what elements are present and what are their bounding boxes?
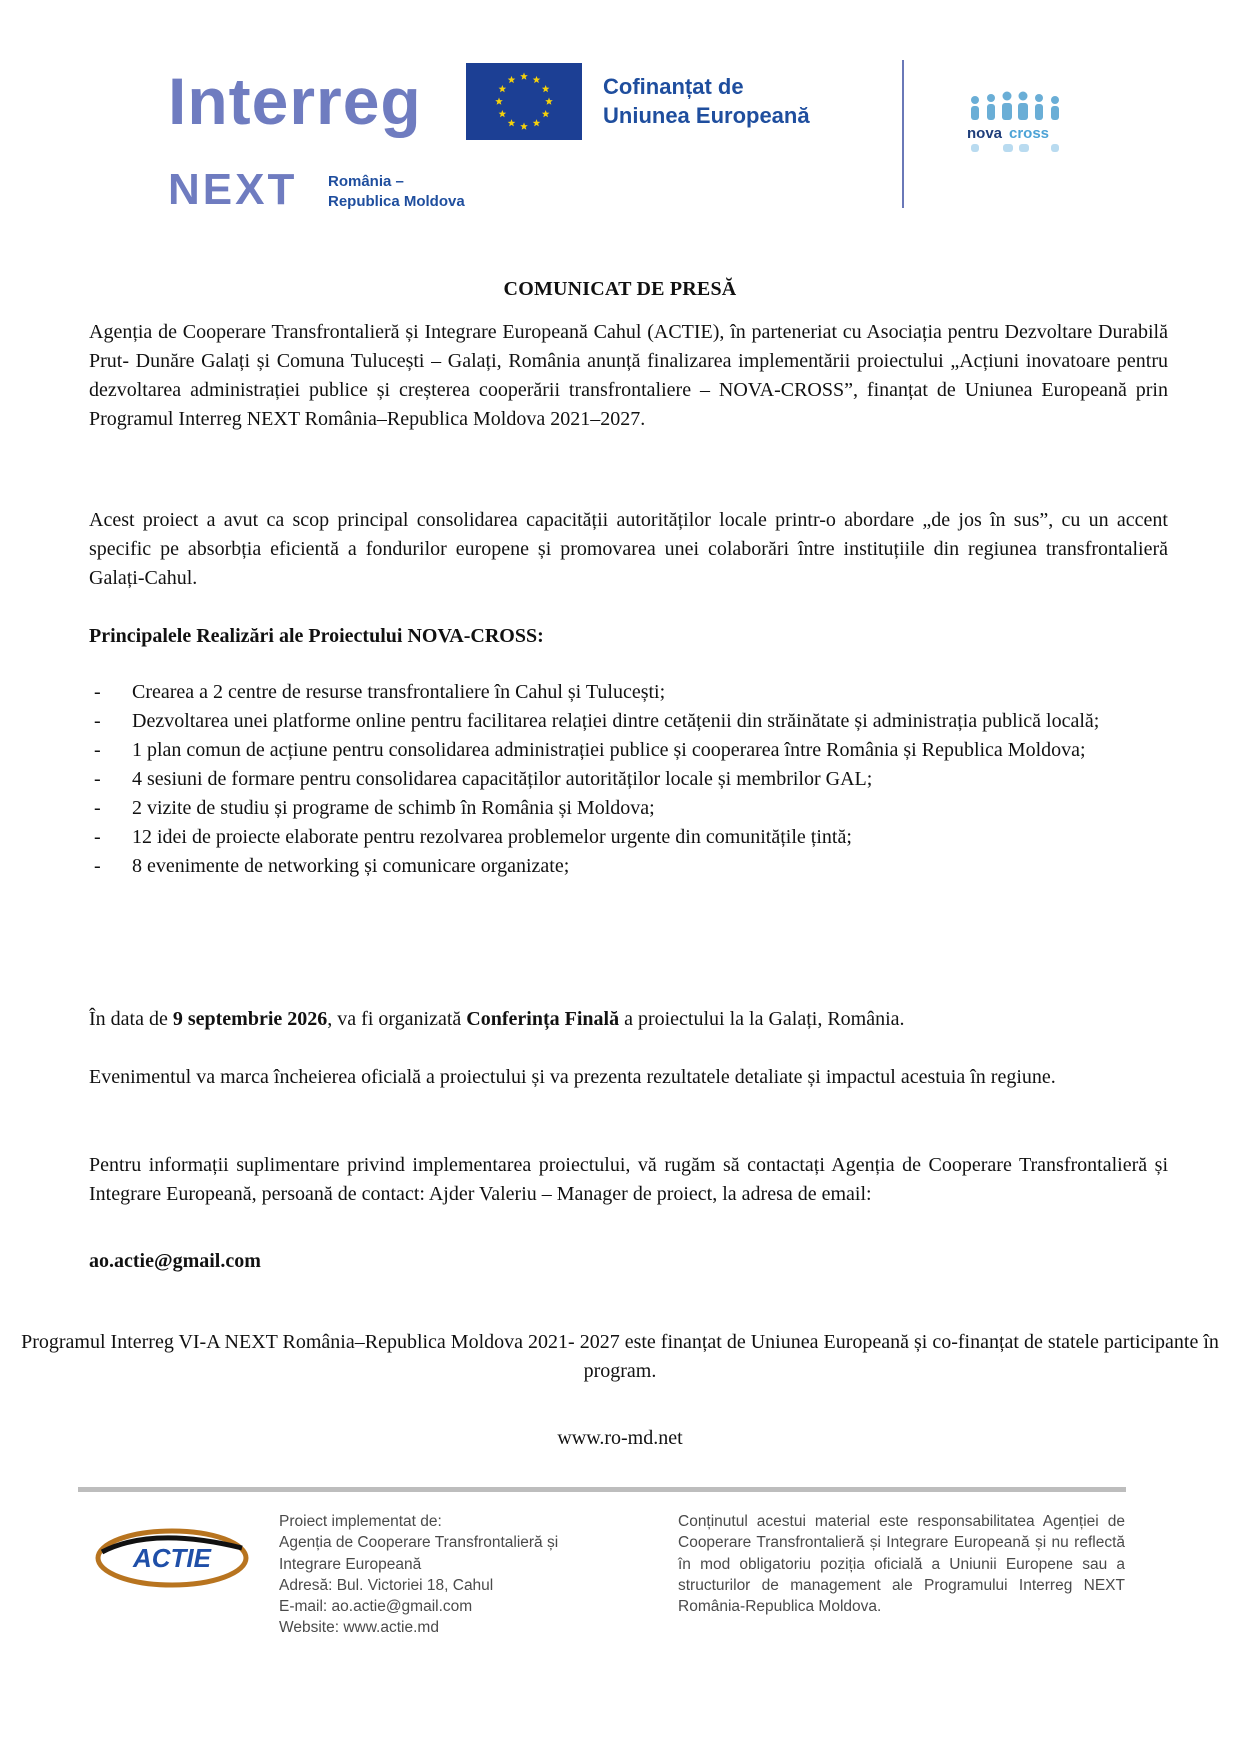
nova-cross-logo [965,88,1065,168]
next-logo-text: NEXT [168,165,298,214]
contact-email-link[interactable]: ao.actie@gmail.com [89,1250,261,1272]
list-marker: - [94,681,101,703]
next-region-line1: România – [328,173,404,190]
implementer-line: Adresă: Bul. Victoriei 18, Cahul [279,1576,494,1594]
list-marker: - [94,826,101,848]
header-logos [0,0,1240,230]
program-website-link[interactable]: www.ro-md.net [557,1427,683,1449]
implementer-line: Proiect implementat de: [279,1513,442,1530]
implementer-info [279,1511,639,1639]
purpose-paragraph: Acest proiect a avut ca scop principal consolidarea capacității autorităților locale printr-o abordare „de jos în sus”, cu un accent specific pe absorbția eficientă a fondurilor europene și promovarea unei colaborări între instituțiile din regiunea transfrontalieră Galați-Cahul. [89,509,1168,589]
list-item [89,707,1168,736]
conference-paragraph [89,1005,1168,1034]
implementer-website[interactable]: Website: www.actie.md [279,1619,439,1637]
list-item-text: 2 vizite de studiu și programe de schimb în România și Moldova; [132,797,655,819]
list-item-text: 8 evenimente de networking și comunicare organizate; [132,855,570,877]
program-note: Programul Interreg VI-A NEXT România–Republica Moldova 2021- 2027 este finanțat de Uniunea Europeană și co-finanțat de statele participante în program. [21,1331,1219,1382]
disclaimer-text: Conținutul acestui material este responsabilitatea Agenției de Cooperare Transfrontalieră și Integrare Europeană și nu reflectă în mod obligatoriu poziția oficială a Uniunii Europene sau a structurilor de management ale Programului Interreg NEXT România-Republica Moldova. [678,1513,1125,1616]
conference-middle: , va fi organizată [327,1008,467,1030]
list-item [89,765,1168,794]
event-paragraph: Evenimentul va marca încheierea oficială a proiectului și va prezenta rezultatele detaliate și impactul acestuia în regiune. [89,1066,1056,1088]
conference-suffix: a proiectului la la Galați, România. [619,1008,905,1030]
contact-paragraph: Pentru informații suplimentare privind implementarea proiectului, vă rugăm să contactați Agenția de Cooperare Transfrontalieră și Integrare Europeană, persoană de contact: Ajder Valeriu – Manager de proiect, la adresa de email: [89,1154,1168,1205]
header-divider [902,60,904,208]
implementer-line: Integrare Europeană [279,1555,422,1573]
eu-flag-icon [466,63,582,140]
footer-divider [78,1487,1126,1492]
next-region-label [328,172,465,212]
cofinantat-line1: Cofinanțat de [603,74,744,99]
conference-event: Conferința Finală [466,1008,620,1030]
achievements-list [89,678,1168,881]
cofinantat-line2: Uniunea Europeană [603,103,810,128]
list-item [89,823,1168,852]
actie-logo-text: ACTIE [133,1543,211,1573]
list-item-text: Dezvoltarea unei platforme online pentru facilitarea relației dintre cetățenii din străinătate și administrația publică locală; [132,710,1100,732]
list-item [89,678,1168,707]
list-marker: - [94,768,101,790]
conference-date: 9 septembrie 2026 [172,1008,328,1030]
page-title: COMUNICAT DE PRESĂ [503,278,737,300]
list-marker: - [94,855,101,877]
implementer-email[interactable]: E-mail: ao.actie@gmail.com [279,1598,473,1616]
list-item [89,794,1168,823]
list-item [89,852,1168,881]
list-item-text: 4 sesiuni de formare pentru consolidarea capacităților autorităților locale și membrilor GAL; [132,768,873,790]
list-item-text: 12 idei de proiecte elaborate pentru rezolvarea problemelor urgente din comunitățile țintă; [132,826,852,848]
nova-logo-word1: nova [967,125,1003,142]
achievements-heading: Principalele Realizări ale Proiectului NOVA-CROSS: [89,625,544,647]
intro-paragraph: Agenția de Cooperare Transfrontalieră și Integrare Europeană Cahul (ACTIE), în parteneriat cu Asociația pentru Dezvoltare Durabilă Prut- Dunăre Galați și Comuna Tulucești – Galați, România anunță finalizarea implementării proiectului „Acțiuni inovatoare pentru dezvoltarea administrației publice și creșterea cooperării transfrontaliere – NOVA-CROSS”, finanțat de Uniunea Europeană prin Programul Interreg NEXT România–Republica Moldova 2021–2027. [89,321,1168,430]
list-marker: - [94,739,101,761]
conference-prefix: În data de [89,1008,173,1030]
next-region-line2: Republica Moldova [328,193,465,210]
list-marker: - [94,797,101,819]
cofinantat-label [603,72,810,130]
actie-logo [92,1522,252,1590]
list-item [89,736,1168,765]
list-marker: - [94,710,101,732]
nova-logo-word2: cross [1009,125,1050,142]
interreg-logo-text: Interreg [168,64,422,138]
list-item-text: Crearea a 2 centre de resurse transfrontaliere în Cahul și Tulucești; [132,681,666,703]
list-item-text: 1 plan comun de acțiune pentru consolidarea administrației publice și cooperarea între România și Republica Moldova; [132,739,1086,761]
implementer-line: Agenția de Cooperare Transfrontalieră și [279,1534,559,1552]
